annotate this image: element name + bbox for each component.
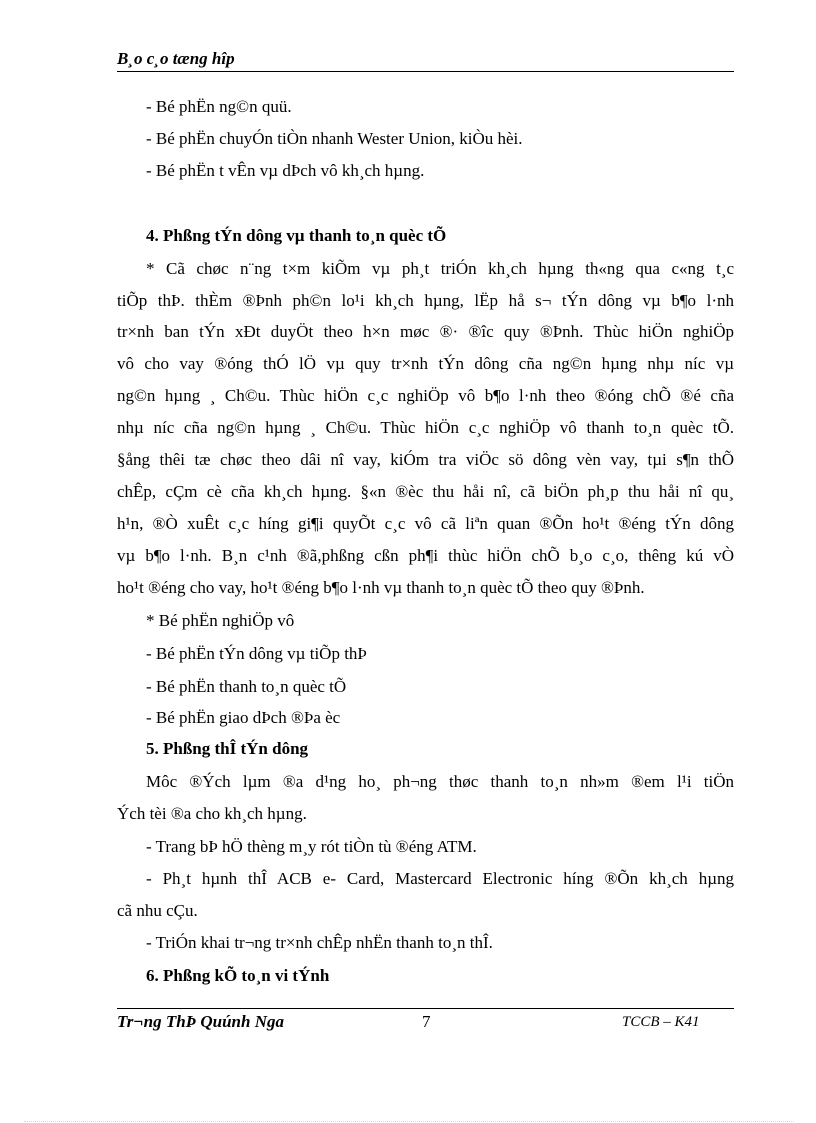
footer-author: Tr¬ng ThÞ Quúnh Nga — [117, 1012, 284, 1031]
header-divider — [117, 71, 734, 72]
section-heading: 6. Phßng kÕ to¸n vi tÝnh — [146, 966, 330, 985]
list-item: * Bé phËn nghiÖp vô — [146, 611, 295, 630]
paragraph-line: nhµ níc cña ng©n hµng ¸ Ch©u. Thùc hiÖn c¸c nghiÖp vô thanh to¸n quèc tÕ. — [117, 418, 734, 437]
paragraph-line: Môc ®Ých lµm ®a d¹ng ho¸ ph¬ng thøc thanh to¸n nh»m ®em l¹i tiÖn — [146, 772, 734, 791]
list-item: - Bé phËn ng©n quü. — [146, 97, 292, 116]
paragraph-line: h¹n, ®Ò xuÊt c¸c híng gi¶i quyÕt c¸c vô cã liªn quan ®Õn ho¹t ®éng tÝn dông — [117, 514, 734, 533]
paragraph-line: chÊp, cÇm cè cña kh¸ch hµng. §«n ®èc thu håi nî, cã biÖn ph¸p thu håi nî qu¸ — [117, 482, 734, 501]
section-heading: 4. Phßng tÝn dông vµ thanh to¸n quèc tÕ — [146, 226, 447, 245]
paragraph-line: vô cho vay ®óng thÓ lÖ vµ quy tr×nh tÝn dông cña ng©n hµng nhµ níc vµ — [117, 354, 734, 373]
paragraph-line: cã nhu cÇu. — [117, 901, 198, 920]
list-item: - Bé phËn chuyÓn tiÒn nhanh Wester Union, kiÒu hèi. — [146, 129, 523, 148]
list-item: - Bé phËn giao dÞch ®Þa èc — [146, 708, 341, 727]
section-heading: 5. Phßng thÎ tÝn dông — [146, 739, 309, 758]
list-item: - Bé phËn tÝn dông vµ tiÕp thÞ — [146, 644, 367, 663]
paragraph-line: vµ b¶o l·nh. B¸n c¹nh ®ã,phßng cßn ph¶i thùc hiÖn chÕ b¸o c¸o, thêng kú vÒ — [117, 546, 734, 565]
list-item: - Ph¸t hµnh thÎ ACB e- Card, Mastercard Electronic híng ®Õn kh¸ch hµng — [146, 869, 734, 888]
list-item: - Trang bÞ hÖ thèng m¸y rót tiÒn tù ®éng ATM. — [146, 837, 477, 856]
page-number: 7 — [422, 1012, 431, 1031]
footer-divider — [117, 1008, 734, 1009]
paragraph-line: tiÕp thÞ. thÈm ®Þnh ph©n lo¹i kh¸ch hµng, lËp hå s¬ tÝn dông vµ b¶o l·nh — [117, 291, 734, 310]
paragraph-line: * Cã chøc n¨ng t×m kiÕm vµ ph¸t triÓn kh¸ch hµng th«ng qua c«ng t¸c — [146, 259, 734, 278]
list-item: - TriÓn khai tr¬ng tr×nh chÊp nhËn thanh to¸n thÎ. — [146, 933, 493, 952]
paragraph-line: §ång thêi tæ chøc theo dâi nî vay, kiÓm tra viÖc sö dông vèn vay, tµi s¶n thÕ — [117, 450, 734, 469]
paragraph-line: ho¹t ®éng cho vay, ho¹t ®éng b¶o l·nh vµ thanh to¸n quèc tÕ theo quy ®Þnh. — [117, 578, 645, 597]
page-bottom-border — [24, 1121, 794, 1122]
list-item: - Bé phËn t vÊn vµ dÞch vô kh¸ch hµng. — [146, 161, 425, 180]
paragraph-line: ng©n hµng ¸ Ch©u. Thùc hiÖn c¸c nghiÖp vô b¶o l·nh theo ®óng chÕ ®é cña — [117, 386, 734, 405]
page-header-title: B¸o c¸o tæng hîp — [117, 49, 235, 68]
footer-class: TCCB – K41 — [622, 1014, 700, 1030]
list-item: - Bé phËn thanh to¸n quèc tÕ — [146, 677, 347, 696]
paragraph-line: tr×nh ban tÝn xÐt duyÖt theo h×n møc ®· ®îc quy ®Þnh. Thùc hiÖn nghiÖp — [117, 322, 734, 341]
paragraph-line: Ých tèi ®a cho kh¸ch hµng. — [117, 804, 307, 823]
